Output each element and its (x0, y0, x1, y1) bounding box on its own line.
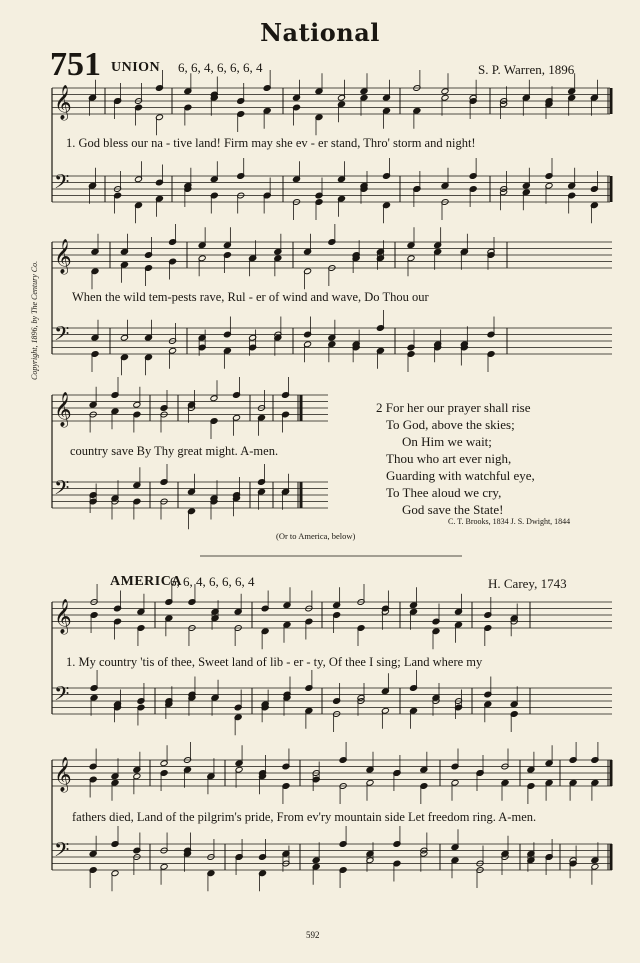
stanza-line: To Thee aloud we cry, (386, 485, 502, 500)
lyrics-union-line2: When the wild tem-pests rave, Rul - er of wind and wave, Do Thou our (72, 290, 429, 304)
alternate-tune-note: (Or to America, below) (276, 531, 356, 541)
treble-clef-icon: 𝄞 (54, 599, 72, 634)
treble-clef-icon: 𝄞 (54, 392, 72, 427)
lyrics-america-line1: 1. My country 'tis of thee, Sweet land of lib - er - ty, Of thee I sing; Land where my (66, 655, 483, 669)
hymn-number: 751 (50, 46, 101, 83)
section-title: National (260, 18, 380, 47)
meter-union: 6, 6, 4, 6, 6, 6, 4 (178, 60, 263, 75)
composer-union: S. P. Warren, 1896 (478, 62, 575, 77)
stanza-line: On Him we wait; (402, 434, 492, 449)
stanza-2 (376, 399, 535, 518)
stanza-line: Thou who art ever nigh, (386, 451, 512, 466)
treble-clef-icon: 𝄞 (54, 239, 72, 274)
composer-america: H. Carey, 1743 (488, 576, 567, 591)
tune-name-america: AMERICA (110, 574, 182, 589)
stanza-line: Guarding with watchful eye, (386, 468, 535, 483)
treble-clef-icon: 𝄞 (54, 757, 72, 792)
page-number: 592 (306, 930, 320, 940)
bass-clef-icon: 𝄢 (54, 322, 70, 350)
meter-america: 6, 6, 4, 6, 6, 6, 4 (170, 574, 255, 589)
bass-clef-icon: 𝄢 (54, 838, 70, 866)
author-credit: C. T. Brooks, 1834 J. S. Dwight, 1844 (448, 517, 571, 526)
lyrics-union-line3: country save By Thy great might. A-men. (70, 444, 279, 458)
copyright-notice: Copyright, 1896, by The Century Co. (30, 260, 39, 380)
tune-name-union: UNION (111, 60, 161, 75)
bass-clef-icon: 𝄢 (54, 476, 70, 504)
stanza-line: To God, above the skies; (386, 417, 515, 432)
stanza-line: God save the State! (402, 502, 504, 517)
stanza-line: 2 For her our prayer shall rise (376, 400, 531, 415)
bass-clef-icon: 𝄢 (54, 682, 70, 710)
treble-clef-icon: 𝄞 (54, 85, 72, 120)
lyrics-america-line2: fathers died, Land of the pilgrim's pride, From ev'ry mountain side Let freedom ring. A-men. (72, 810, 537, 824)
bass-clef-icon: 𝄢 (54, 170, 70, 198)
lyrics-union-line1: 1. God bless our na - tive land! Firm may she ev - er stand, Thro' storm and night! (66, 136, 476, 150)
